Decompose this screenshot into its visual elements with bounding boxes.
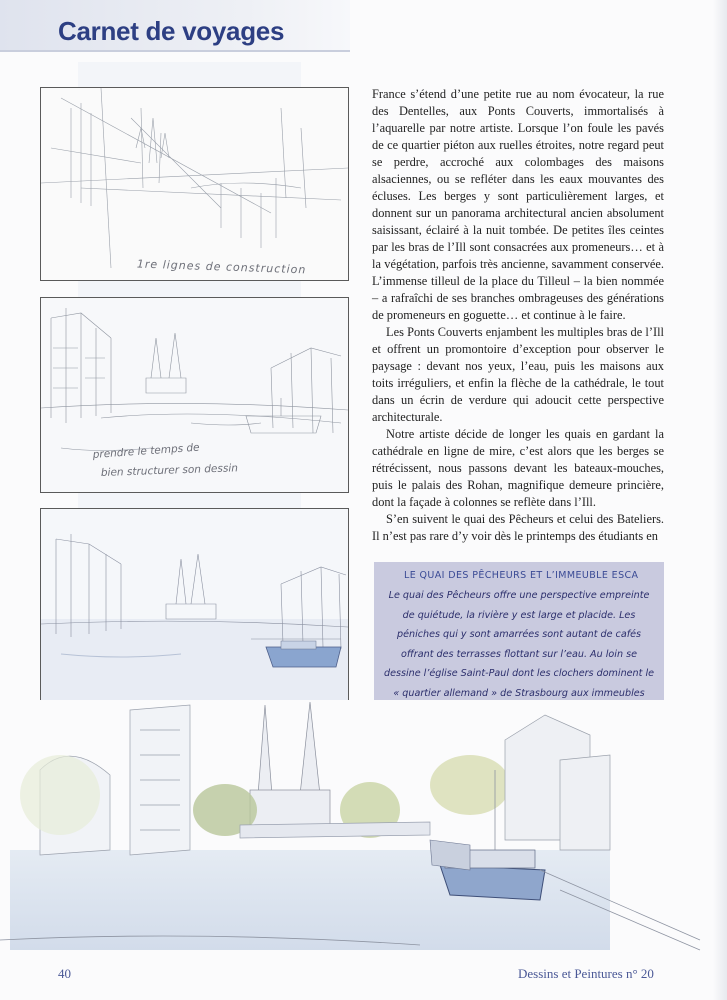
construction-sketch (41, 88, 348, 280)
sketch-frame-wash (40, 508, 349, 703)
structure-sketch (41, 298, 348, 492)
structure-note-line1: prendre le temps de (92, 441, 200, 461)
caption-text: Le quai des Pêcheurs offre une perspective empreinte de quiétude, la rivière y est large et placide. Les péniches qui y sont amarrées sont autant de cafés offrant des terrasses flottant sur l’eau. Au loin se dessine l’église Saint-Paul dont les clochers dominent le « quartier allemand » de Strasbourg aux immeubles (384, 590, 655, 699)
article-paragraph-4: S’en suivent le quai des Pêcheurs et celui des Bateliers. Il n’est pas rare d’y voir dès le printemps des étudiants en (372, 512, 664, 543)
page-edge (713, 0, 727, 1000)
article-paragraph-2: Les Ponts Couverts enjambent les multiples bras de l’Ill et offrent un promontoire d’exception pour observer le paysage : devant nos yeux, l’eau, puis les maisons aux toits irréguliers, et enfin la flèche de la cathédrale, le tout dans un écrin de verdure qui adoucit cette perspective architecturale. (372, 325, 664, 424)
page-number: 40 (58, 966, 71, 981)
article-paragraph-1: France s’étend d’une petite rue au nom évocateur, la rue des Dentelles, aux Ponts Couverts, immortalisés à l’aquarelle par notre artiste. Lorsque l’on foule les pavés de ce quartier piéton aux ruelles étroites, notre regard peut se perdre, accroché aux colombages des maisons alsaciennes, ou se refléter dans les eaux mouvantes des écluses. Les berges y sont particulièrement larges, et donnent sur un panorama architectural ancien absolument saisissant, éclairé à la nuit tombée. De petites îles ceintes par les bras de l’Ill sont consacrées aux promeneurs… et à la végétation, parfois très ancienne, savamment conservée. L’immense tilleul de la place du Tilleul – la bien nommée – a rafraîchi de ses branches ombrageuses des générations de promeneurs en goguette… et continue à le faire. (372, 87, 664, 322)
sketch-frame-construction (40, 87, 349, 281)
construction-note: 1re lignes de construction (136, 257, 307, 277)
article-body (372, 86, 664, 545)
wash-sketch (41, 509, 348, 702)
structure-note-line2: bien structurer son dessin (100, 462, 239, 479)
magazine-name: Dessins et Peintures n° 20 (518, 966, 654, 981)
caption-title: LE QUAI DES PÊCHEURS ET L’IMMEUBLE ESCA (404, 570, 639, 581)
caption-box (374, 562, 664, 705)
section-title: Carnet de voyages (58, 16, 285, 46)
watercolor-scene (0, 700, 713, 962)
watercolor-illustration (0, 700, 713, 962)
article-paragraph-3: Notre artiste décide de longer les quais en gardant la cathédrale en ligne de mire, c’est alors que les berges se rétrécissent, nous passons devant les bateaux-mouches, puis le palais des Rohan, magnifique demeure princière, dont la façade à colonnes se reflète dans l’Ill. (372, 427, 664, 509)
sketch-frame-structure (40, 297, 349, 493)
